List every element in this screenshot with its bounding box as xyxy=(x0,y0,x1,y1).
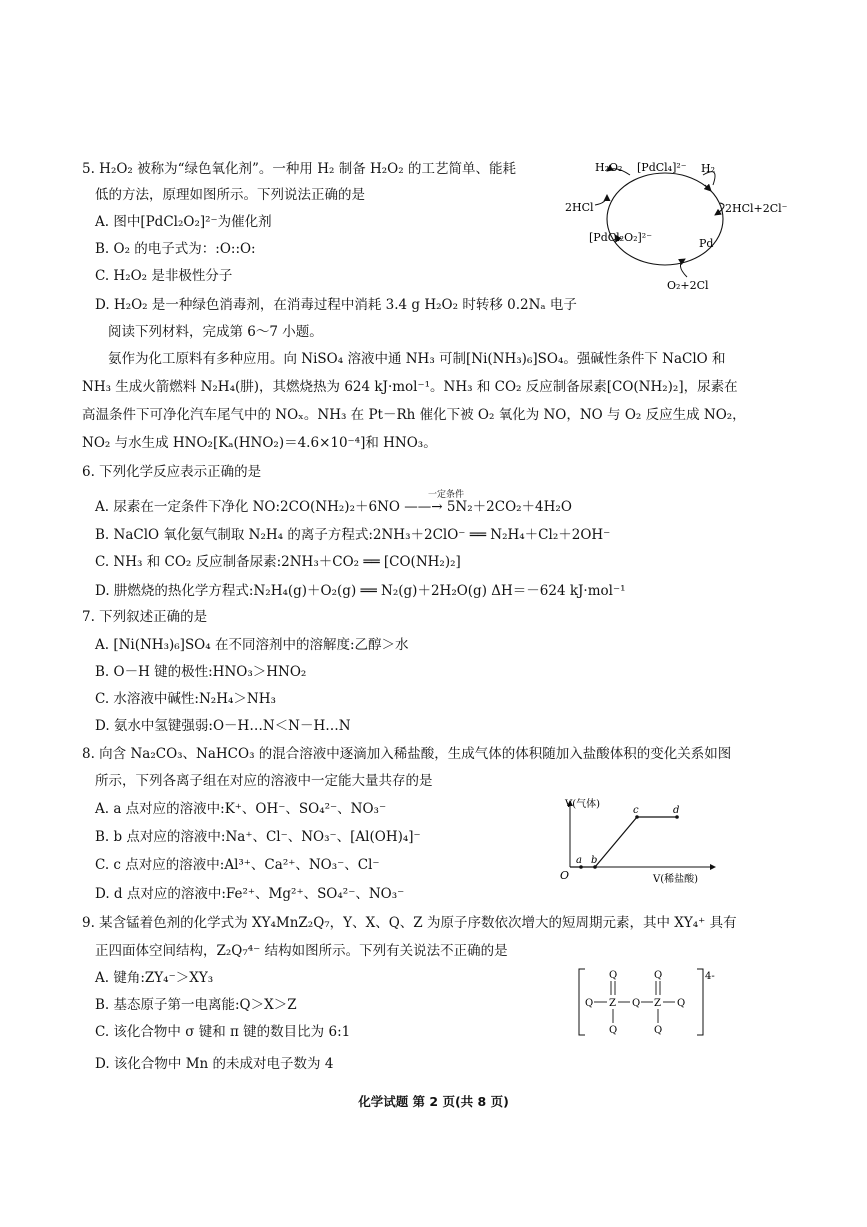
q5-option-c: C. H₂O₂ 是非极性分子 xyxy=(95,268,233,284)
q8-option-b: B. b 点对应的溶液中:Na⁺、Cl⁻、NO₃⁻、[Al(OH)₄]⁻ xyxy=(95,829,421,845)
label-2hcl: 2HCl xyxy=(565,201,594,214)
atom-q-top-right: Q xyxy=(654,970,663,981)
graph-label-c: c xyxy=(633,805,639,816)
label-2hcl-2cl: 2HCl+2Cl⁻ xyxy=(725,202,788,215)
q9-option-d: D. 该化合物中 Mn 的未成对电子数为 4 xyxy=(95,1056,334,1072)
q6-option-b: B. NaClO 氧化氨气制取 N₂H₄ 的离子方程式:2NH₃＋2ClO⁻ ══ N₂H₄＋Cl₂＋2OH⁻ xyxy=(95,527,611,543)
atom-q-left: Q xyxy=(585,998,594,1009)
material-intro: 阅读下列材料，完成第 6～7 小题。 xyxy=(108,324,323,340)
atom-z-right: Z xyxy=(654,998,661,1009)
q6-option-a: A. 尿素在一定条件下净化 NO:2CO(NH₂)₂＋6NO ——→ 5N₂＋2CO₂＋4H₂O xyxy=(95,499,572,515)
atom-z-left: Z xyxy=(609,998,616,1009)
atom-q-bridge: Q xyxy=(632,998,641,1009)
q5-option-b: B. O₂ 的电子式为：:O::O: xyxy=(95,241,256,257)
graph-label-b: b xyxy=(591,855,598,866)
q9-option-b: B. 基态原子第一电离能:Q＞X＞Z xyxy=(95,997,297,1013)
q7-option-a: A. [Ni(NH₃)₆]SO₄ 在不同溶剂中的溶解度:乙醇＞水 xyxy=(95,637,409,653)
label-pdcl2o2: [PdCl₂O₂]²⁻ xyxy=(589,231,653,244)
q5-cycle-diagram xyxy=(555,155,790,295)
label-pdcl4: [PdCl₄]²⁻ xyxy=(637,161,687,174)
label-o2-2cl: O₂+2Cl xyxy=(667,279,709,292)
q8-stem-line2: 所示，下列各离子组在对应的溶液中一定能大量共存的是 xyxy=(95,773,433,789)
q5-stem-line2: 低的方法，原理如图所示。下列说法正确的是 xyxy=(95,187,365,203)
graph-label-d: d xyxy=(673,805,680,816)
q7-option-c: C. 水溶液中碱性:N₂H₄＞NH₃ xyxy=(95,691,276,707)
q8-gas-volume-graph xyxy=(555,795,720,890)
material-para-line1: 氨作为化工原料有多种应用。向 NiSO₄ 溶液中通 NH₃ 可制[Ni(NH₃)₆]SO₄。强碱性条件下 NaClO 和 xyxy=(108,351,726,367)
q6-stem: 6. 下列化学反应表示正确的是 xyxy=(82,464,262,480)
q5-option-a: A. 图中[PdCl₂O₂]²⁻为催化剂 xyxy=(95,214,272,230)
q7-option-b: B. O－H 键的极性:HNO₃＞HNO₂ xyxy=(95,664,307,680)
label-h2o2: H₂O₂ xyxy=(595,161,623,174)
atom-q-top-left: Q xyxy=(609,970,618,981)
label-h2: H₂ xyxy=(701,162,716,175)
hcl-in-arrow xyxy=(595,195,607,205)
q6-option-d: D. 肼燃烧的热化学方程式:N₂H₄(g)＋O₂(g) ══ N₂(g)＋2H₂O(g) ΔH＝－624 kJ·mol⁻¹ xyxy=(95,583,626,599)
graph-xlabel: V(稀盐酸) xyxy=(653,874,699,885)
gas-volume-curve xyxy=(570,817,677,867)
label-pd: Pd xyxy=(699,237,714,250)
cycle-arrow-top xyxy=(705,185,711,191)
q9-stem-line2: 正四面体空间结构，Z₂Q₇⁴⁻ 结构如图所示。下列有关说法不正确的是 xyxy=(95,943,508,959)
q6-a-condition: 一定条件 xyxy=(428,490,465,500)
material-para-line2: NH₃ 生成火箭燃料 N₂H₄(肼)，其燃烧热为 624 kJ·mol⁻¹。NH₃ 和 CO₂ 反应制备尿素[CO(NH₂)₂]，尿素在 xyxy=(82,379,738,395)
atom-q-bottom-right: Q xyxy=(654,1025,663,1036)
q7-option-d: D. 氨水中氢键强弱:O－H…N＜N－H…N xyxy=(95,718,351,734)
q5-stem-line1: 5. H₂O₂ 被称为“绿色氧化剂”。一种用 H₂ 制备 H₂O₂ 的工艺简单、能耗 xyxy=(82,161,516,177)
graph-origin: O xyxy=(560,869,570,882)
q9-option-c: C. 该化合物中 σ 键和 π 键的数目比为 6:1 xyxy=(95,1024,351,1040)
q5-option-d: D. H₂O₂ 是一种绿色消毒剂，在消毒过程中消耗 3.4 g H₂O₂ 时转移 0.2Nₐ 电子 xyxy=(95,297,577,313)
q9-option-a: A. 键角:ZY₄⁻＞XY₃ xyxy=(95,970,214,986)
page-footer: 化学试题 第 2 页(共 8 页) xyxy=(358,1094,509,1109)
atom-q-right: Q xyxy=(677,998,686,1009)
q6-option-c: C. NH₃ 和 CO₂ 反应制备尿素:2NH₃＋CO₂ ══ [CO(NH₂)₂] xyxy=(95,554,461,570)
q9-z2q7-structure xyxy=(575,965,735,1043)
q9-stem-line1: 9. 某含锰着色剂的化学式为 XY₄MnZ₂Q₇，Y、X、Q、Z 为原子序数依次增大的短周期元素，其中 XY₄⁺ 具有 xyxy=(82,915,737,931)
graph-ylabel: V(气体) xyxy=(565,799,601,810)
material-para-line3: 高温条件下可净化汽车尾气中的 NOₓ。NH₃ 在 Pt－Rh 催化下被 O₂ 氧化为 NO，NO 与 O₂ 反应生成 NO₂， xyxy=(82,407,746,423)
q8-option-d: D. d 点对应的溶液中:Fe²⁺、Mg²⁺、SO₄²⁻、NO₃⁻ xyxy=(95,886,405,902)
bracket-right xyxy=(697,969,703,1035)
cycle-ring xyxy=(607,173,723,265)
q8-stem-line1: 8. 向含 Na₂CO₃、NaHCO₃ 的混合溶液中逐滴加入稀盐酸，生成气体的体积随加入盐酸体积的变化关系如图 xyxy=(82,746,732,762)
material-para-line4: NO₂ 与水生成 HNO₂[Kₐ(HNO₂)＝4.6×10⁻⁴]和 HNO₃。 xyxy=(82,435,437,451)
q8-option-c: C. c 点对应的溶液中:Al³⁺、Ca²⁺、NO₃⁻、Cl⁻ xyxy=(95,857,380,873)
structure-charge: 4- xyxy=(705,971,715,982)
atom-q-bottom-left: Q xyxy=(609,1025,618,1036)
q7-stem: 7. 下列叙述正确的是 xyxy=(82,609,208,625)
q8-option-a: A. a 点对应的溶液中:K⁺、OH⁻、SO₄²⁻、NO₃⁻ xyxy=(95,801,387,817)
graph-label-a: a xyxy=(576,855,582,866)
